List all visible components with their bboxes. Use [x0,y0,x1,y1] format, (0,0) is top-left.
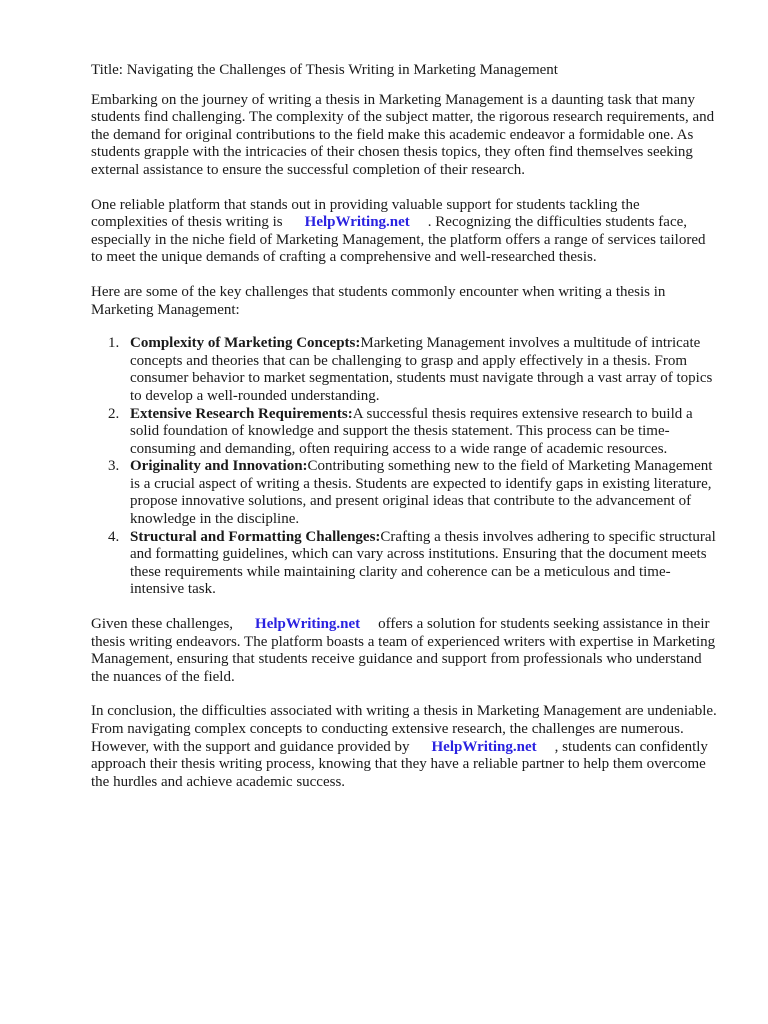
list-item-text: Marketing Management involves a multitude of intricate concepts and theories that can be challenging to grasp and apply effectively in a thesis. From consumer behavior to market segmentation, students must navigate through a vast array of topics to develop a well-rounded understanding. [130,335,713,404]
helpwriting-link-2[interactable]: HelpWriting.net [255,616,361,633]
list-item-number: 2. [108,405,120,422]
document-title: Title: Navigating the Challenges of Thesis Writing in Marketing Management [91,62,558,78]
conclusion-text-after: , students can confidently approach their thesis writing process, knowing that they have a reliable partner to help them overcome the hurdles and achieve academic success. [91,738,708,790]
list-item-text: Contributing something new to the field of Marketing Management is a crucial aspect of writing a thesis. Students are expected to identify gaps in existing literature, propose innovative solutions, and present original ideas that contribute to the advancement of knowledge in the discipline. [130,458,713,528]
list-item-number: 4. [108,528,120,545]
challenges-list [91,335,720,599]
list-item-text: Crafting a thesis involves adhering to specific structural and formatting guidelines, which can vary across institutions. Ensuring that the document meets these requirements while maintaining clarity and coherence can be a meticulous and time-intensive task. [130,528,716,598]
list-item-title: Extensive Research Requirements: [130,405,353,422]
solution-paragraph [91,616,720,686]
platform-text-before: One reliable platform that stands out in providing valuable support for students tackling the complexities of thesis writing is [91,196,640,231]
conclusion-text-before: In conclusion, the difficulties associated with writing a thesis in Marketing Management are undeniable. From navigating complex concepts to conducting extensive research, the challenges are numerous. However, with the support and guidance provided by [91,703,717,755]
intro-paragraph: Embarking on the journey of writing a thesis in Marketing Management is a daunting task that many students find challenging. The complexity of the subject matter, the rigorous research requirements, and the demand for original contributions to the field make this academic endeavor a formidable one. As students grapple with the intricacies of their chosen thesis topics, they often find themselves seeking external assistance to ensure the successful completion of their research. [91,91,715,178]
list-item-title: Originality and Innovation: [130,458,308,475]
challenges-intro: Here are some of the key challenges that students commonly encounter when writing a thesis in Marketing Management: [91,283,666,318]
list-item [108,458,720,528]
platform-paragraph [91,197,720,267]
helpwriting-link-1[interactable]: HelpWriting.net [304,214,410,231]
list-item-number: 1. [108,335,120,352]
list-item-text: A successful thesis requires extensive research to build a solid foundation of knowledge and support the thesis statement. This process can be time-consuming and demanding, often requiring access to a wide range of academic resources. [130,405,693,457]
list-item [108,405,720,459]
conclusion-paragraph [91,703,720,791]
platform-text-after: . Recognizing the difficulties students face, especially in the niche field of Marketing Management, the platform offers a range of services tailored to meet the unique demands of crafting a comprehensive and well-researched thesis. [91,214,706,266]
helpwriting-link-3[interactable]: HelpWriting.net [431,738,537,755]
list-item-title: Structural and Formatting Challenges: [130,528,381,545]
list-item-number: 3. [108,458,120,475]
solution-text-after: offers a solution for students seeking assistance in their thesis writing endeavors. The platform boasts a team of experienced writers with expertise in Marketing Management, ensuring that students receive guidance and support from professionals who understand the nuances of the field. [91,616,716,685]
list-item [108,335,720,405]
solution-text-before: Given these challenges, [91,616,234,633]
list-item-title: Complexity of Marketing Concepts: [130,335,361,352]
list-item [108,528,720,599]
